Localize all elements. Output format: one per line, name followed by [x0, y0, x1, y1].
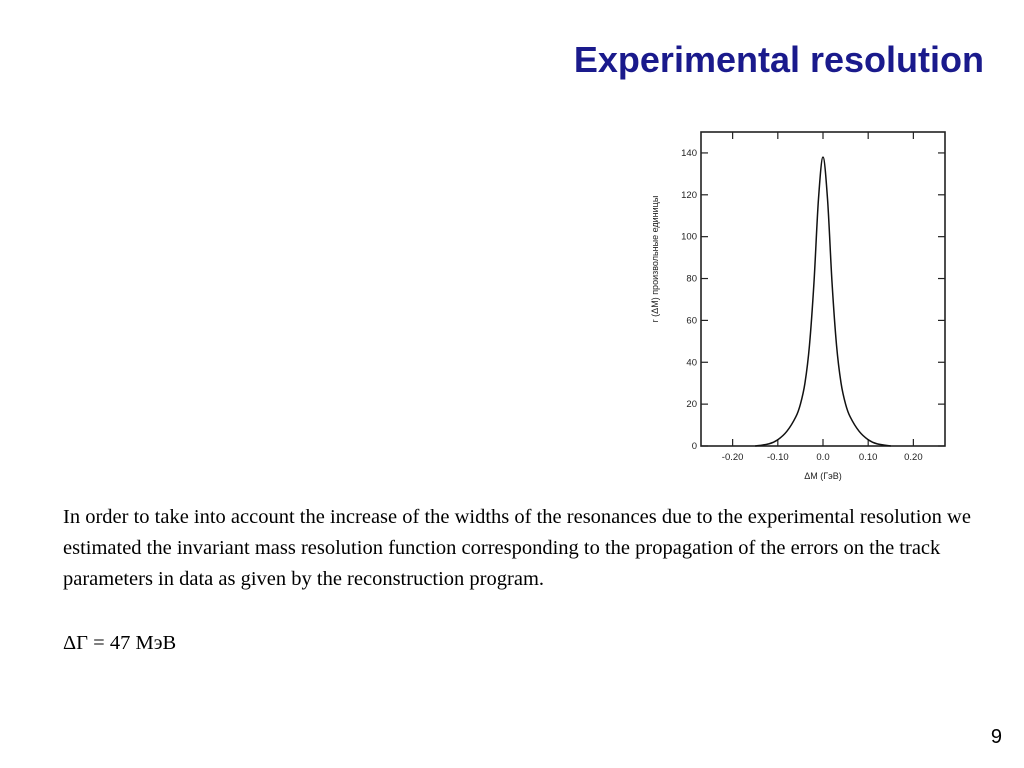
x-axis-label: ΔM (ГэВ)	[804, 471, 842, 481]
x-tick-label: 0.20	[904, 452, 923, 463]
chart-svg	[641, 128, 951, 488]
y-tick-label: 140	[681, 147, 697, 159]
y-axis-label: r (ΔM) произвольные единицы	[650, 195, 660, 323]
x-tick-label: -0.10	[766, 452, 789, 463]
resolution-formula: ΔΓ = 47 МэВ	[63, 632, 177, 654]
page-number: 9	[990, 726, 1002, 748]
y-tick-label: 100	[681, 231, 697, 243]
resolution-chart	[641, 128, 951, 488]
y-tick-label: 60	[686, 315, 697, 327]
plot-frame	[701, 132, 945, 446]
x-tick-label: 0.0	[816, 452, 830, 463]
slide-title: Experimental resolution	[573, 39, 984, 80]
x-tick-label: -0.20	[721, 452, 744, 463]
y-tick-label: 40	[686, 357, 697, 369]
y-tick-label: 80	[686, 273, 697, 285]
resolution-curve	[755, 157, 891, 446]
body-text: In order to take into account the increase of the widths of the resonances due to the experimental resolution we estimated the invariant mass resolution function corresponding to the propagation of the errors on the track parameters in data as given by the reconstruction program.	[63, 506, 971, 590]
y-tick-label: 120	[681, 189, 697, 201]
y-tick-label: 0	[691, 441, 697, 452]
x-tick-label: 0.10	[858, 452, 878, 463]
y-tick-label: 20	[686, 399, 697, 411]
